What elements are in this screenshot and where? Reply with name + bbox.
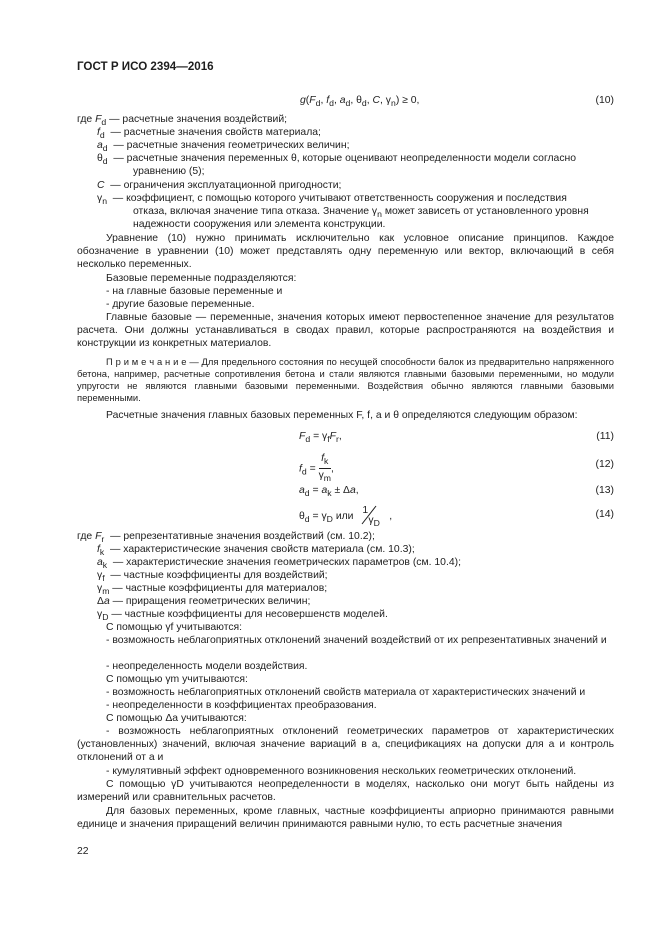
paragraph: С помощью γm учитываются: [106,674,248,685]
equation-11-number: (11) [596,431,614,442]
equation-12-number: (12) [595,459,614,470]
definition-row: $a_k$ — характеристические значения геометрических параметров (см. 10.4); [97,557,461,571]
paragraph: Главные базовые — переменные, значения которых имеют первостепенное значение для результатов расчета. Они должны устанавливаться в сводах правил, которые распространяются на воздействия и конструкции из конкретных материалов. [77,312,614,349]
list-item: - возможность неблагоприятных отклонений значений воздействий от их репрезентативных значений и [106,635,607,646]
list-item: - кумулятивный эффект одновременного возникновения нескольких геометрических отклонений. [106,766,577,777]
equation-12: $f_d$ = $\frac{f_k}{\gamma_m}$ , [299,453,334,484]
equation-10: $g(F_d$, $f_d$, $a_d$, $\theta_d$, C, $\gamma_n) \ge 0$, [300,95,420,109]
paragraph: Расчетные значения главных базовых переменных F, f, a и θ определяются следующим образом: [106,410,578,421]
definition-continuation: уравнению (5); [133,166,205,177]
equation-14: $\theta_d = \gamma_D$ или 1 $\gamma_D$ , [299,505,393,529]
paragraph: С помощью γf учитываются: [106,622,243,633]
equation-13: $a_d = a_k \pm \Delta a$, [299,485,359,499]
paragraph: Для базовых переменных, кроме главных, частные коэффициенты априорно принимаются равными единице и значения приращений величин принимаются равными нулю, то есть расчетные значения [77,806,614,830]
definition-row: где $F_r$ — репрезентативные значения воздействий (см. 10.2); [77,531,375,545]
definition-continuation: отказа, включая значение типа отказа. Значение $\gamma_n$ может зависеть от установленного уровня [133,206,589,220]
definition-continuation: надежности сооружения или элемента конструкции. [133,219,386,230]
note-block [77,356,614,404]
list-item: - возможность неблагоприятных отклонений геометрических параметров от характеристических (установленных) значений, включая значение вариаций в a, спецификациях на допуски для a и контроль отклонений от a и [77,726,614,763]
list-item: - неопределенность модели воздействия. [106,661,308,672]
definition-row: $\gamma_f$ — частные коэффициенты для воздействий; [97,570,328,584]
page-number: 22 [77,846,89,857]
paragraph: Базовые переменные подразделяются: [106,273,297,284]
equation-10-number: (10) [595,95,614,106]
definition-row: C — ограничения эксплуатационной пригодности; [97,180,342,191]
definition-row: где $F_d$ — расчетные значения воздействий; [77,114,288,128]
definition-row: $\gamma_D$ — частные коэффициенты для несовершенств моделей. [97,609,388,623]
definition-row: Δa — приращения геометрических величин; [97,596,311,607]
paragraph: С помощью γD учитываются неопределенности в моделях, насколько они могут быть найдены из измерений или сравнительных расчетов. [77,779,614,803]
note-label: П р и м е ч а н и е [106,356,187,367]
list-item: - другие базовые переменные. [106,299,255,310]
definition-row: $\gamma_n$ — коэффициент, с помощью которого учитывают ответственность сооружения и последствия [97,193,567,207]
list-item: - возможность неблагоприятных отклонений свойств материала от характеристических значений и [106,687,586,698]
definition-row: $f_d$ — расчетные значения свойств материала; [97,127,321,141]
definition-row: $\gamma_m$ — частные коэффициенты для материалов; [97,583,328,597]
equation-14-number: (14) [595,509,614,520]
list-item: - на главные базовые переменные и [106,286,283,297]
definition-row: $f_k$ — характеристические значения свойств материала (см. 10.3); [97,544,415,558]
definition-row: $\theta_d$ — расчетные значения переменных θ, которые оценивают неопределенности модели согласно [97,153,577,167]
document-header: ГОСТ Р ИСО 2394—2016 [77,60,214,73]
paragraph: С помощью Δa учитываются: [106,713,247,724]
equation-13-number: (13) [595,485,614,496]
or-word: или [335,510,354,522]
note-text: — Для предельного состояния по несущей способности балок из предварительно напряженного бетона, например, расчетные сопротивления бетона и стали являются главными базовыми переменными, но модули упругости не являются главными базовыми переменными. Воздействия обычно являются главными базовыми переменными. [77,356,614,403]
list-item: - неопределенности в коэффициентах преобразования. [106,700,377,711]
fraction-slash [356,504,386,526]
equation-11: $F_d = \gamma_fF_r$, [299,431,342,445]
definition-row: $a_d$ — расчетные значения геометрических величин; [97,140,350,154]
paragraph: Уравнение (10) нужно принимать исключительно как условное описание принципов. Каждое обозначение в уравнении (10) может представлять одну переменную или вектор, включающий в себя несколько переменных. [77,233,614,270]
